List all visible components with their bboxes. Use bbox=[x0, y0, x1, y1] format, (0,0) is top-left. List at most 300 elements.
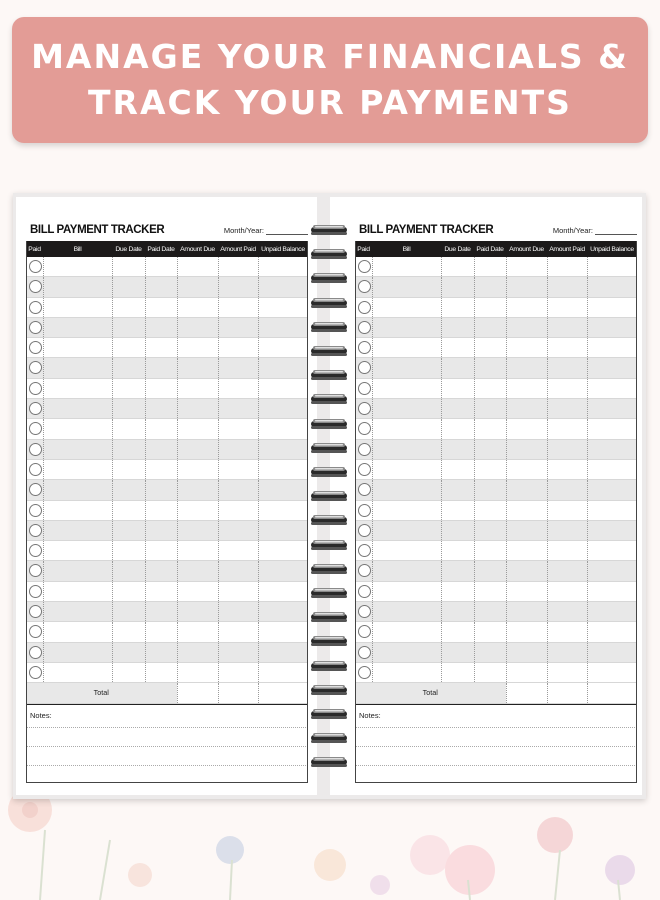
table-cell[interactable] bbox=[441, 622, 474, 642]
table-cell[interactable] bbox=[372, 480, 441, 500]
table-cell[interactable] bbox=[145, 541, 177, 561]
table-cell[interactable] bbox=[587, 358, 637, 378]
table-cell[interactable] bbox=[177, 561, 218, 581]
table-cell[interactable] bbox=[43, 358, 112, 378]
table-cell[interactable] bbox=[506, 520, 547, 540]
table-cell[interactable] bbox=[506, 399, 547, 419]
table-cell[interactable] bbox=[372, 642, 441, 662]
table-cell[interactable] bbox=[587, 297, 637, 317]
table-cell[interactable] bbox=[177, 257, 218, 277]
paid-checkbox-circle[interactable] bbox=[358, 321, 371, 334]
table-cell[interactable] bbox=[43, 399, 112, 419]
table-cell[interactable] bbox=[112, 419, 145, 439]
total-amount-due[interactable] bbox=[177, 683, 218, 703]
table-cell[interactable] bbox=[177, 622, 218, 642]
table-cell[interactable] bbox=[43, 257, 112, 277]
table-cell[interactable] bbox=[372, 338, 441, 358]
table-cell[interactable] bbox=[112, 541, 145, 561]
table-cell[interactable] bbox=[177, 358, 218, 378]
table-cell[interactable] bbox=[547, 500, 587, 520]
table-cell[interactable] bbox=[218, 338, 258, 358]
table-cell[interactable] bbox=[587, 257, 637, 277]
paid-cell[interactable] bbox=[26, 358, 43, 378]
paid-checkbox-circle[interactable] bbox=[29, 361, 42, 374]
table-cell[interactable] bbox=[112, 642, 145, 662]
table-cell[interactable] bbox=[506, 500, 547, 520]
table-cell[interactable] bbox=[506, 642, 547, 662]
table-cell[interactable] bbox=[145, 378, 177, 398]
paid-cell[interactable] bbox=[26, 642, 43, 662]
table-cell[interactable] bbox=[547, 622, 587, 642]
table-cell[interactable] bbox=[506, 419, 547, 439]
table-cell[interactable] bbox=[145, 399, 177, 419]
table-cell[interactable] bbox=[43, 602, 112, 622]
paid-checkbox-circle[interactable] bbox=[358, 646, 371, 659]
table-cell[interactable] bbox=[218, 439, 258, 459]
table-cell[interactable] bbox=[441, 439, 474, 459]
table-cell[interactable] bbox=[218, 480, 258, 500]
paid-cell[interactable] bbox=[26, 622, 43, 642]
table-cell[interactable] bbox=[112, 520, 145, 540]
table-cell[interactable] bbox=[474, 358, 506, 378]
table-cell[interactable] bbox=[112, 399, 145, 419]
table-cell[interactable] bbox=[441, 581, 474, 601]
table-cell[interactable] bbox=[218, 500, 258, 520]
table-cell[interactable] bbox=[43, 277, 112, 297]
paid-cell[interactable] bbox=[355, 338, 372, 358]
table-cell[interactable] bbox=[177, 602, 218, 622]
table-cell[interactable] bbox=[112, 317, 145, 337]
table-cell[interactable] bbox=[441, 257, 474, 277]
table-cell[interactable] bbox=[145, 642, 177, 662]
table-cell[interactable] bbox=[506, 277, 547, 297]
table-cell[interactable] bbox=[474, 277, 506, 297]
paid-cell[interactable] bbox=[355, 419, 372, 439]
table-cell[interactable] bbox=[145, 602, 177, 622]
paid-checkbox-circle[interactable] bbox=[29, 605, 42, 618]
table-cell[interactable] bbox=[177, 520, 218, 540]
table-cell[interactable] bbox=[587, 500, 637, 520]
table-cell[interactable] bbox=[547, 257, 587, 277]
table-cell[interactable] bbox=[145, 622, 177, 642]
paid-checkbox-circle[interactable] bbox=[29, 301, 42, 314]
table-cell[interactable] bbox=[441, 378, 474, 398]
table-cell[interactable] bbox=[258, 459, 308, 479]
paid-cell[interactable] bbox=[355, 317, 372, 337]
table-cell[interactable] bbox=[258, 358, 308, 378]
paid-checkbox-circle[interactable] bbox=[358, 564, 371, 577]
table-cell[interactable] bbox=[43, 338, 112, 358]
table-cell[interactable] bbox=[474, 581, 506, 601]
total-amount-paid[interactable] bbox=[218, 683, 258, 703]
table-cell[interactable] bbox=[372, 257, 441, 277]
table-cell[interactable] bbox=[372, 581, 441, 601]
table-cell[interactable] bbox=[145, 317, 177, 337]
table-cell[interactable] bbox=[112, 297, 145, 317]
table-cell[interactable] bbox=[441, 358, 474, 378]
paid-checkbox-circle[interactable] bbox=[29, 483, 42, 496]
table-cell[interactable] bbox=[177, 541, 218, 561]
paid-cell[interactable] bbox=[355, 459, 372, 479]
table-cell[interactable] bbox=[372, 358, 441, 378]
paid-cell[interactable] bbox=[355, 662, 372, 682]
paid-checkbox-circle[interactable] bbox=[358, 443, 371, 456]
table-cell[interactable] bbox=[258, 642, 308, 662]
paid-checkbox-circle[interactable] bbox=[29, 422, 42, 435]
table-cell[interactable] bbox=[218, 297, 258, 317]
paid-checkbox-circle[interactable] bbox=[358, 524, 371, 537]
table-cell[interactable] bbox=[547, 317, 587, 337]
table-cell[interactable] bbox=[474, 378, 506, 398]
table-cell[interactable] bbox=[218, 399, 258, 419]
table-cell[interactable] bbox=[474, 459, 506, 479]
paid-checkbox-circle[interactable] bbox=[29, 544, 42, 557]
table-cell[interactable] bbox=[474, 399, 506, 419]
paid-checkbox-circle[interactable] bbox=[358, 260, 371, 273]
table-cell[interactable] bbox=[177, 338, 218, 358]
table-cell[interactable] bbox=[587, 581, 637, 601]
table-cell[interactable] bbox=[441, 297, 474, 317]
paid-checkbox-circle[interactable] bbox=[29, 321, 42, 334]
table-cell[interactable] bbox=[441, 480, 474, 500]
table-cell[interactable] bbox=[506, 561, 547, 581]
table-cell[interactable] bbox=[43, 642, 112, 662]
table-cell[interactable] bbox=[506, 297, 547, 317]
table-cell[interactable] bbox=[177, 277, 218, 297]
paid-cell[interactable] bbox=[26, 399, 43, 419]
table-cell[interactable] bbox=[474, 541, 506, 561]
paid-checkbox-circle[interactable] bbox=[358, 585, 371, 598]
table-cell[interactable] bbox=[474, 602, 506, 622]
paid-checkbox-circle[interactable] bbox=[358, 382, 371, 395]
paid-cell[interactable] bbox=[355, 622, 372, 642]
table-cell[interactable] bbox=[43, 459, 112, 479]
table-cell[interactable] bbox=[43, 439, 112, 459]
table-cell[interactable] bbox=[441, 317, 474, 337]
paid-cell[interactable] bbox=[26, 500, 43, 520]
total-unpaid-balance[interactable] bbox=[587, 683, 637, 703]
total-amount-paid[interactable] bbox=[547, 683, 587, 703]
table-cell[interactable] bbox=[474, 520, 506, 540]
table-cell[interactable] bbox=[43, 419, 112, 439]
table-cell[interactable] bbox=[218, 358, 258, 378]
table-cell[interactable] bbox=[43, 520, 112, 540]
paid-checkbox-circle[interactable] bbox=[29, 260, 42, 273]
table-cell[interactable] bbox=[112, 439, 145, 459]
table-cell[interactable] bbox=[587, 480, 637, 500]
paid-cell[interactable] bbox=[26, 378, 43, 398]
paid-checkbox-circle[interactable] bbox=[29, 341, 42, 354]
table-cell[interactable] bbox=[145, 419, 177, 439]
paid-cell[interactable] bbox=[355, 602, 372, 622]
table-cell[interactable] bbox=[145, 358, 177, 378]
table-cell[interactable] bbox=[441, 277, 474, 297]
paid-cell[interactable] bbox=[355, 277, 372, 297]
paid-cell[interactable] bbox=[26, 561, 43, 581]
table-cell[interactable] bbox=[112, 358, 145, 378]
table-cell[interactable] bbox=[258, 602, 308, 622]
table-cell[interactable] bbox=[43, 622, 112, 642]
table-cell[interactable] bbox=[218, 419, 258, 439]
table-cell[interactable] bbox=[474, 419, 506, 439]
table-cell[interactable] bbox=[43, 317, 112, 337]
table-cell[interactable] bbox=[506, 622, 547, 642]
table-cell[interactable] bbox=[218, 561, 258, 581]
table-cell[interactable] bbox=[506, 317, 547, 337]
table-cell[interactable] bbox=[474, 500, 506, 520]
paid-cell[interactable] bbox=[26, 419, 43, 439]
paid-cell[interactable] bbox=[355, 480, 372, 500]
table-cell[interactable] bbox=[112, 500, 145, 520]
table-cell[interactable] bbox=[441, 642, 474, 662]
table-cell[interactable] bbox=[547, 561, 587, 581]
paid-cell[interactable] bbox=[355, 378, 372, 398]
table-cell[interactable] bbox=[441, 541, 474, 561]
paid-checkbox-circle[interactable] bbox=[29, 504, 42, 517]
table-cell[interactable] bbox=[587, 520, 637, 540]
month-year-field[interactable] bbox=[224, 226, 308, 235]
table-cell[interactable] bbox=[177, 317, 218, 337]
paid-checkbox-circle[interactable] bbox=[29, 585, 42, 598]
paid-checkbox-circle[interactable] bbox=[358, 361, 371, 374]
paid-cell[interactable] bbox=[355, 257, 372, 277]
table-cell[interactable] bbox=[587, 602, 637, 622]
paid-checkbox-circle[interactable] bbox=[358, 605, 371, 618]
paid-checkbox-circle[interactable] bbox=[358, 280, 371, 293]
table-cell[interactable] bbox=[258, 378, 308, 398]
notes-section[interactable] bbox=[355, 704, 637, 783]
table-cell[interactable] bbox=[474, 561, 506, 581]
table-cell[interactable] bbox=[177, 399, 218, 419]
table-cell[interactable] bbox=[258, 581, 308, 601]
paid-checkbox-circle[interactable] bbox=[29, 280, 42, 293]
table-cell[interactable] bbox=[177, 297, 218, 317]
table-cell[interactable] bbox=[587, 399, 637, 419]
table-cell[interactable] bbox=[258, 419, 308, 439]
table-cell[interactable] bbox=[258, 520, 308, 540]
paid-cell[interactable] bbox=[26, 439, 43, 459]
table-cell[interactable] bbox=[258, 622, 308, 642]
paid-cell[interactable] bbox=[26, 257, 43, 277]
table-cell[interactable] bbox=[547, 338, 587, 358]
table-cell[interactable] bbox=[547, 459, 587, 479]
table-cell[interactable] bbox=[441, 419, 474, 439]
table-cell[interactable] bbox=[372, 277, 441, 297]
paid-checkbox-circle[interactable] bbox=[358, 422, 371, 435]
paid-cell[interactable] bbox=[355, 642, 372, 662]
table-cell[interactable] bbox=[547, 480, 587, 500]
table-cell[interactable] bbox=[547, 399, 587, 419]
table-cell[interactable] bbox=[145, 480, 177, 500]
table-cell[interactable] bbox=[474, 257, 506, 277]
table-cell[interactable] bbox=[43, 378, 112, 398]
table-cell[interactable] bbox=[218, 378, 258, 398]
paid-cell[interactable] bbox=[355, 439, 372, 459]
table-cell[interactable] bbox=[506, 439, 547, 459]
table-cell[interactable] bbox=[547, 358, 587, 378]
table-cell[interactable] bbox=[372, 317, 441, 337]
paid-checkbox-circle[interactable] bbox=[29, 463, 42, 476]
paid-cell[interactable] bbox=[355, 541, 372, 561]
table-cell[interactable] bbox=[372, 622, 441, 642]
paid-cell[interactable] bbox=[355, 399, 372, 419]
paid-cell[interactable] bbox=[355, 297, 372, 317]
table-cell[interactable] bbox=[547, 439, 587, 459]
table-cell[interactable] bbox=[258, 257, 308, 277]
table-cell[interactable] bbox=[218, 602, 258, 622]
table-cell[interactable] bbox=[441, 338, 474, 358]
table-cell[interactable] bbox=[372, 520, 441, 540]
table-cell[interactable] bbox=[112, 561, 145, 581]
table-cell[interactable] bbox=[177, 378, 218, 398]
paid-checkbox-circle[interactable] bbox=[29, 564, 42, 577]
table-cell[interactable] bbox=[547, 520, 587, 540]
paid-cell[interactable] bbox=[355, 581, 372, 601]
table-cell[interactable] bbox=[506, 581, 547, 601]
table-cell[interactable] bbox=[258, 297, 308, 317]
table-cell[interactable] bbox=[112, 277, 145, 297]
table-cell[interactable] bbox=[112, 662, 145, 682]
table-cell[interactable] bbox=[145, 500, 177, 520]
table-cell[interactable] bbox=[112, 338, 145, 358]
notes-section[interactable] bbox=[26, 704, 308, 783]
table-cell[interactable] bbox=[177, 459, 218, 479]
table-cell[interactable] bbox=[112, 257, 145, 277]
paid-cell[interactable] bbox=[26, 520, 43, 540]
table-cell[interactable] bbox=[145, 257, 177, 277]
table-cell[interactable] bbox=[258, 480, 308, 500]
table-cell[interactable] bbox=[218, 277, 258, 297]
table-cell[interactable] bbox=[145, 662, 177, 682]
paid-checkbox-circle[interactable] bbox=[29, 646, 42, 659]
paid-checkbox-circle[interactable] bbox=[29, 402, 42, 415]
table-cell[interactable] bbox=[372, 399, 441, 419]
table-cell[interactable] bbox=[218, 541, 258, 561]
table-cell[interactable] bbox=[177, 480, 218, 500]
table-cell[interactable] bbox=[506, 459, 547, 479]
paid-cell[interactable] bbox=[355, 358, 372, 378]
table-cell[interactable] bbox=[258, 500, 308, 520]
total-amount-due[interactable] bbox=[506, 683, 547, 703]
paid-checkbox-circle[interactable] bbox=[29, 382, 42, 395]
table-cell[interactable] bbox=[547, 378, 587, 398]
table-cell[interactable] bbox=[587, 459, 637, 479]
table-cell[interactable] bbox=[474, 642, 506, 662]
paid-checkbox-circle[interactable] bbox=[29, 625, 42, 638]
table-cell[interactable] bbox=[258, 662, 308, 682]
table-cell[interactable] bbox=[506, 480, 547, 500]
table-cell[interactable] bbox=[177, 581, 218, 601]
table-cell[interactable] bbox=[441, 520, 474, 540]
table-cell[interactable] bbox=[112, 602, 145, 622]
paid-checkbox-circle[interactable] bbox=[358, 544, 371, 557]
month-year-field[interactable] bbox=[553, 226, 637, 235]
paid-cell[interactable] bbox=[26, 277, 43, 297]
table-cell[interactable] bbox=[145, 338, 177, 358]
table-cell[interactable] bbox=[506, 358, 547, 378]
table-cell[interactable] bbox=[218, 257, 258, 277]
table-cell[interactable] bbox=[474, 480, 506, 500]
table-cell[interactable] bbox=[43, 500, 112, 520]
paid-checkbox-circle[interactable] bbox=[358, 402, 371, 415]
paid-cell[interactable] bbox=[355, 561, 372, 581]
paid-checkbox-circle[interactable] bbox=[358, 504, 371, 517]
table-cell[interactable] bbox=[547, 581, 587, 601]
table-cell[interactable] bbox=[547, 277, 587, 297]
paid-cell[interactable] bbox=[355, 520, 372, 540]
table-cell[interactable] bbox=[587, 541, 637, 561]
table-cell[interactable] bbox=[506, 541, 547, 561]
paid-cell[interactable] bbox=[26, 317, 43, 337]
table-cell[interactable] bbox=[372, 419, 441, 439]
table-cell[interactable] bbox=[372, 378, 441, 398]
table-cell[interactable] bbox=[218, 459, 258, 479]
table-cell[interactable] bbox=[145, 459, 177, 479]
table-cell[interactable] bbox=[112, 622, 145, 642]
table-cell[interactable] bbox=[258, 561, 308, 581]
table-cell[interactable] bbox=[587, 561, 637, 581]
table-cell[interactable] bbox=[587, 277, 637, 297]
paid-cell[interactable] bbox=[26, 581, 43, 601]
table-cell[interactable] bbox=[474, 297, 506, 317]
table-cell[interactable] bbox=[474, 662, 506, 682]
table-cell[interactable] bbox=[43, 297, 112, 317]
table-cell[interactable] bbox=[372, 602, 441, 622]
table-cell[interactable] bbox=[145, 277, 177, 297]
table-cell[interactable] bbox=[258, 317, 308, 337]
table-cell[interactable] bbox=[547, 642, 587, 662]
table-cell[interactable] bbox=[43, 561, 112, 581]
table-cell[interactable] bbox=[112, 459, 145, 479]
table-cell[interactable] bbox=[587, 317, 637, 337]
table-cell[interactable] bbox=[441, 662, 474, 682]
table-cell[interactable] bbox=[506, 338, 547, 358]
table-cell[interactable] bbox=[43, 480, 112, 500]
table-cell[interactable] bbox=[177, 419, 218, 439]
table-cell[interactable] bbox=[145, 520, 177, 540]
table-cell[interactable] bbox=[587, 378, 637, 398]
table-cell[interactable] bbox=[587, 338, 637, 358]
table-cell[interactable] bbox=[506, 602, 547, 622]
paid-cell[interactable] bbox=[26, 459, 43, 479]
table-cell[interactable] bbox=[547, 419, 587, 439]
table-cell[interactable] bbox=[372, 500, 441, 520]
table-cell[interactable] bbox=[43, 541, 112, 561]
table-cell[interactable] bbox=[372, 439, 441, 459]
table-cell[interactable] bbox=[506, 257, 547, 277]
table-cell[interactable] bbox=[372, 662, 441, 682]
paid-checkbox-circle[interactable] bbox=[358, 666, 371, 679]
table-cell[interactable] bbox=[587, 419, 637, 439]
table-cell[interactable] bbox=[547, 662, 587, 682]
table-cell[interactable] bbox=[372, 561, 441, 581]
table-cell[interactable] bbox=[258, 541, 308, 561]
table-cell[interactable] bbox=[372, 541, 441, 561]
table-cell[interactable] bbox=[258, 439, 308, 459]
table-cell[interactable] bbox=[547, 297, 587, 317]
paid-cell[interactable] bbox=[26, 480, 43, 500]
table-cell[interactable] bbox=[218, 520, 258, 540]
table-cell[interactable] bbox=[112, 378, 145, 398]
table-cell[interactable] bbox=[145, 297, 177, 317]
paid-checkbox-circle[interactable] bbox=[358, 463, 371, 476]
paid-cell[interactable] bbox=[26, 662, 43, 682]
paid-cell[interactable] bbox=[26, 338, 43, 358]
table-cell[interactable] bbox=[218, 662, 258, 682]
table-cell[interactable] bbox=[587, 622, 637, 642]
table-cell[interactable] bbox=[506, 662, 547, 682]
paid-cell[interactable] bbox=[26, 602, 43, 622]
